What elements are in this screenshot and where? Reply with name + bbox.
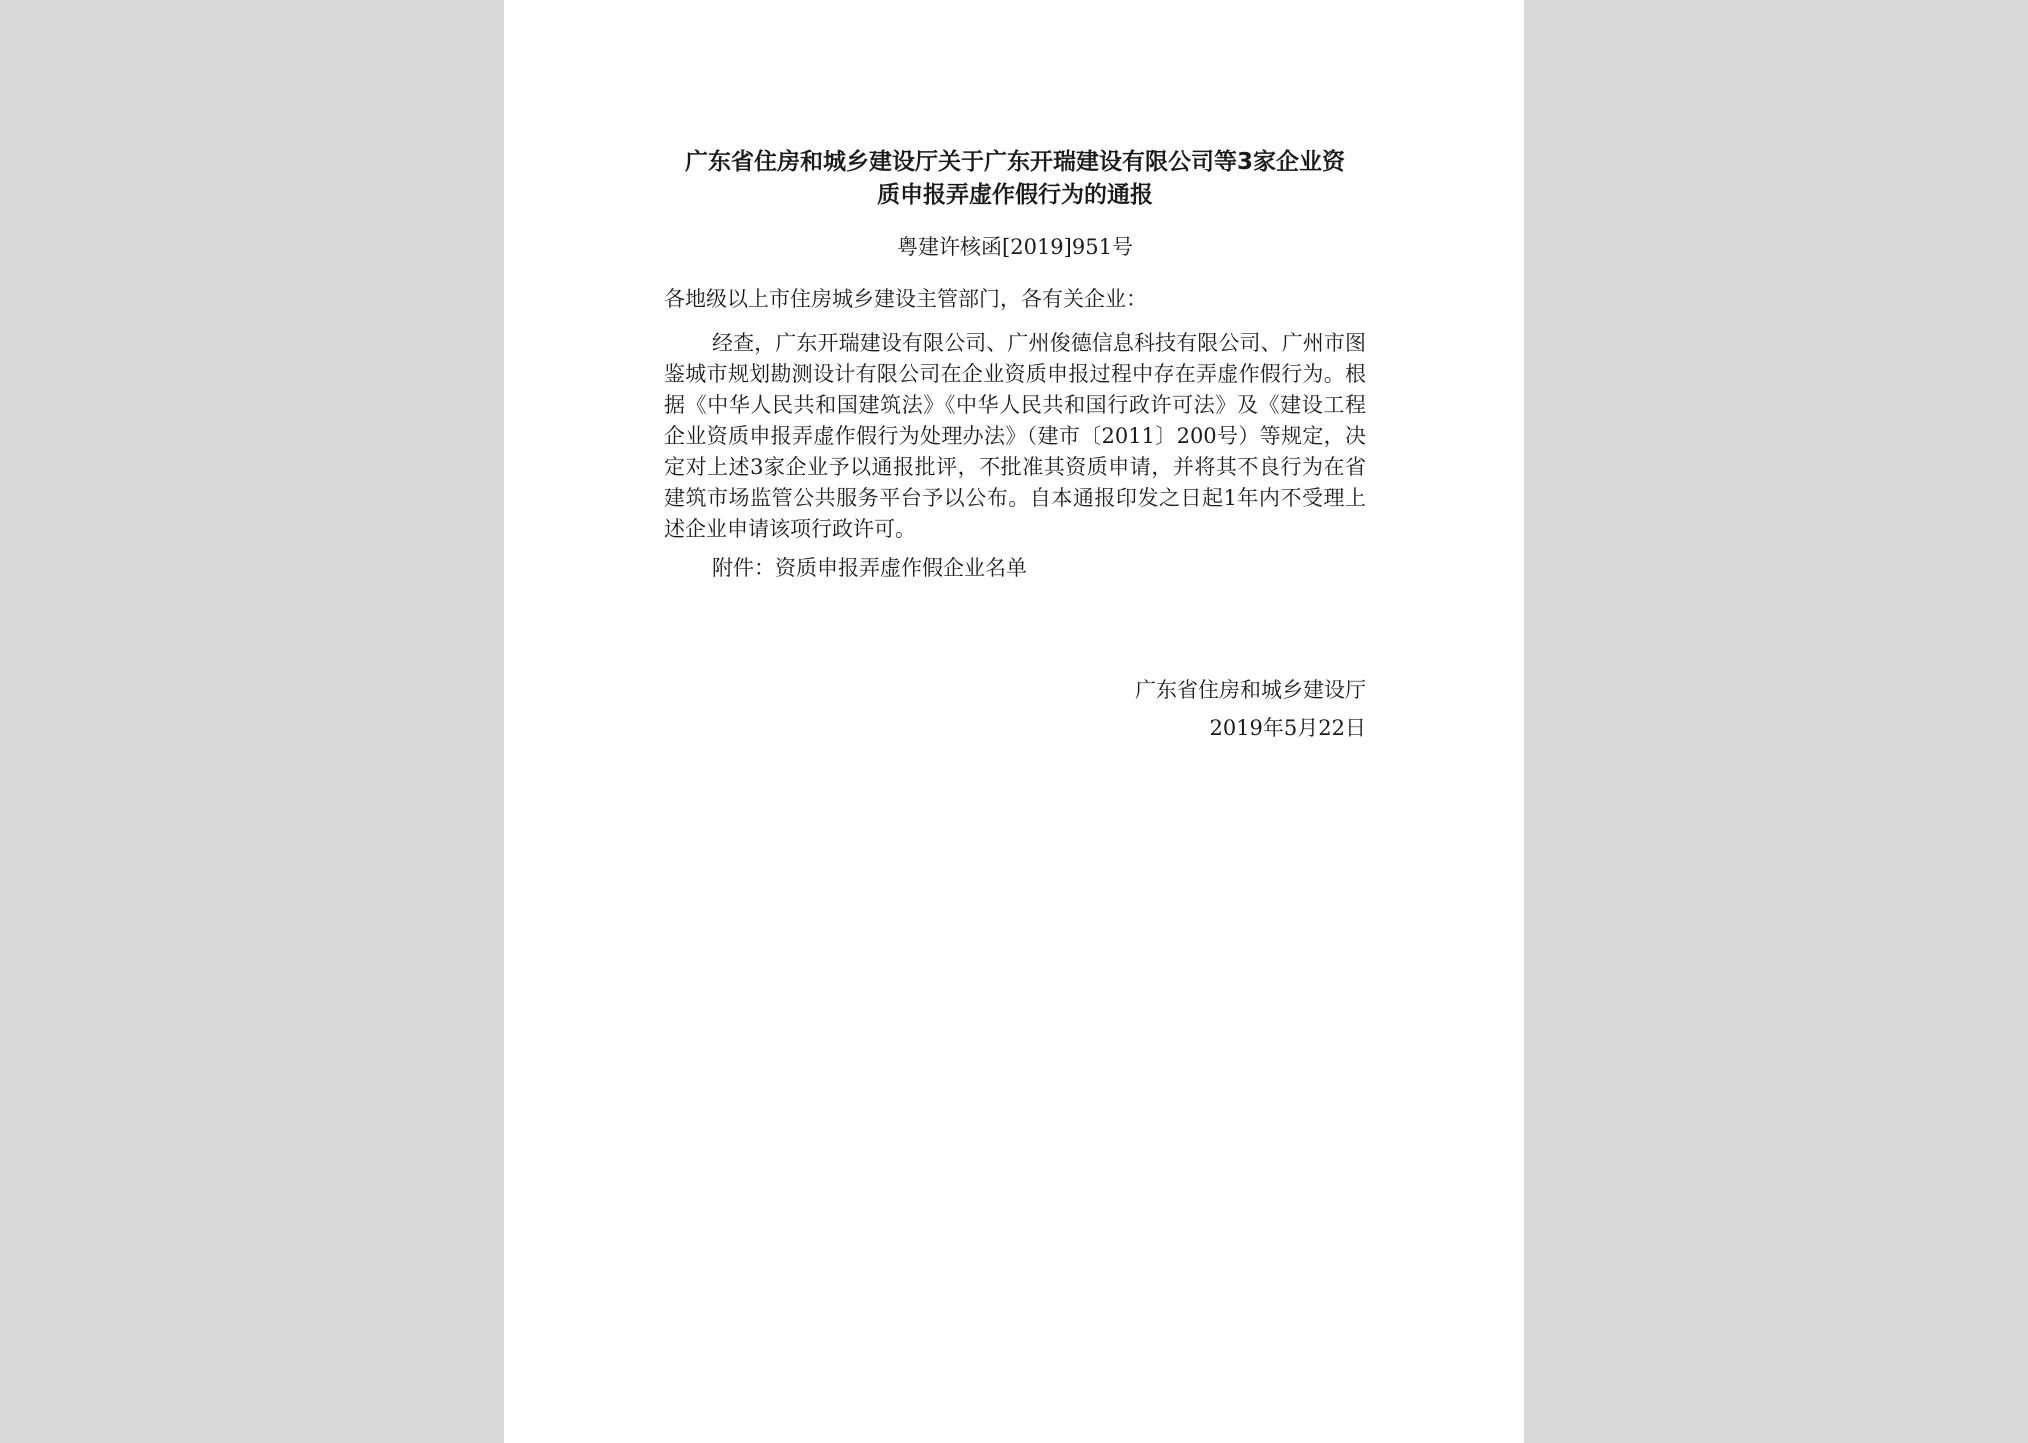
salutation: 各地级以上市住房城乡建设主管部门，各有关企业： bbox=[664, 287, 1147, 311]
body-paragraph: 经查，广东开瑞建设有限公司、广州俊德信息科技有限公司、广州市图鉴城市规划勘测设计有限公司在企业资质申报过程中存在弄虚作假行为。根据《中华人民共和国建筑法》《中华人民共和国行政许可法》及《建设工程企业资质申报弄虚作假行为处理办法》（建市〔2011〕200号）等规定，决定对上述3家企业予以通报批评，不批准其资质申请，并将其不良行为在省建筑市场监管公共服务平台予以公布。自本通报印发之日起1年内不受理上述企业申请该项行政许可。 bbox=[664, 331, 1366, 541]
issuer-name: 广东省住房和城乡建设厅 bbox=[1135, 678, 1366, 702]
document-title bbox=[664, 146, 1366, 212]
attachment-line: 附件：资质申报弄虚作假企业名单 bbox=[712, 556, 1027, 580]
title-line-2: 质申报弄虚作假行为的通报 bbox=[877, 182, 1153, 208]
document-page bbox=[504, 0, 1524, 1443]
document-content bbox=[664, 146, 1366, 747]
document-number: 粤建许核函[2019]951号 bbox=[897, 235, 1133, 259]
issue-date: 2019年5月22日 bbox=[1209, 716, 1366, 740]
signature-block bbox=[664, 671, 1366, 747]
title-line-1: 广东省住房和城乡建设厅关于广东开瑞建设有限公司等3家企业资 bbox=[684, 149, 1345, 175]
